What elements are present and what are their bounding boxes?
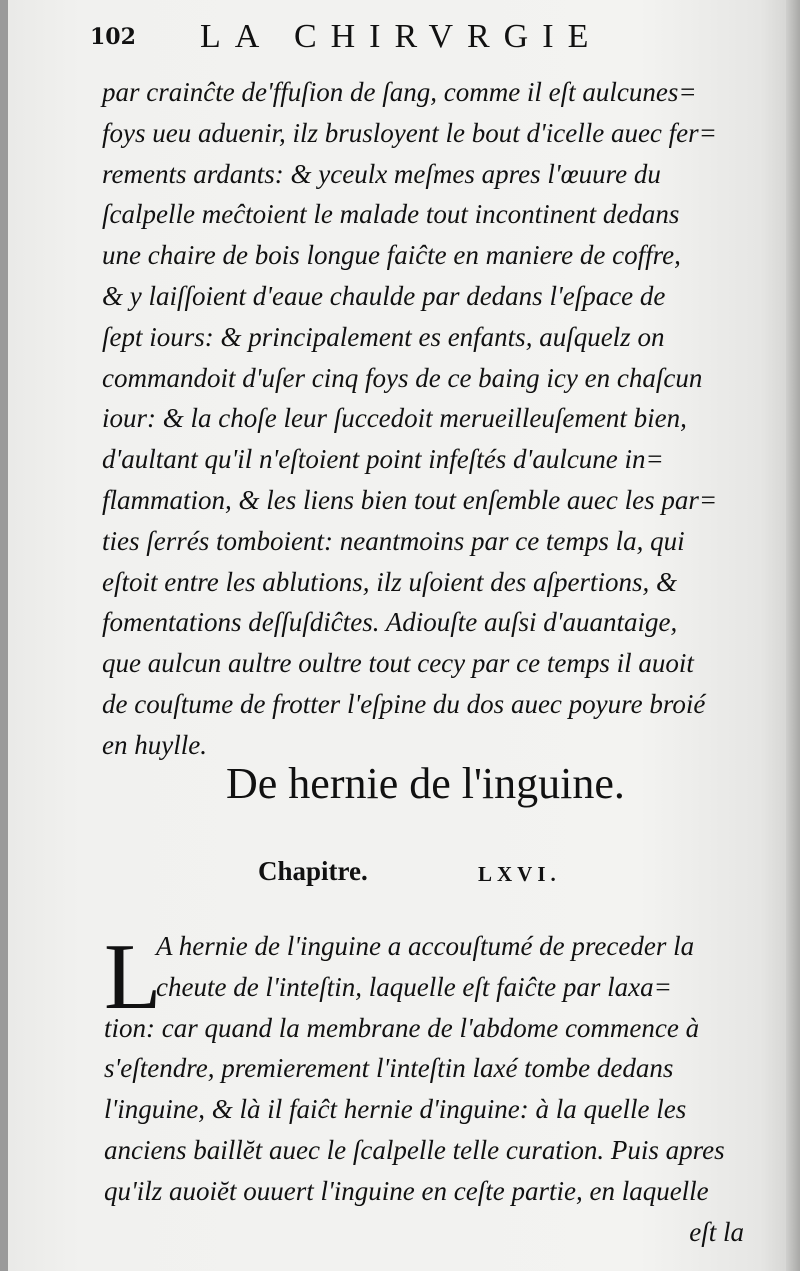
chapter-line: cheute de l'inteſtin, laquelle eſt faiĉte par laxa= — [156, 971, 672, 1002]
body-line: fomentations deſſuſdiĉtes. Adiouſte auſsi d'auantaige, — [102, 607, 678, 638]
body-line: d'aultant qu'il n'eſtoient point infeſtés d'aulcune in= — [102, 444, 664, 475]
chapter-line: s'eſtendre, premierement l'inteſtin laxé tombe dedans — [104, 1053, 674, 1084]
chapter-line: qu'ilz auoiĕt ouuert l'inguine en ceſte partie, en laquelle — [104, 1175, 709, 1206]
body-line: de couſtume de frotter l'eſpine du dos auec poyure broié — [102, 688, 706, 719]
chapter-text — [104, 926, 754, 1252]
body-line: & y laiſſoient d'eaue chaulde par dedans l'eſpace de — [102, 280, 666, 311]
chapter-label: Chapitre. — [258, 856, 368, 886]
chapter-number: LXVI. — [478, 862, 561, 886]
page-edge-shadow — [786, 0, 800, 1271]
page-gutter-shadow — [0, 0, 8, 1271]
body-line: rements ardants: & yceulx meſmes apres l'œuure du — [102, 158, 661, 189]
chapter-line: A hernie de l'inguine a accouſtumé de preceder la — [156, 931, 695, 961]
body-line: flammation, & les liens bien tout enſemble auec les par= — [102, 484, 718, 515]
body-line: par crainĉte de'ffuſion de ſang, comme il eſt aulcunes= — [102, 77, 697, 107]
drop-cap: L — [104, 925, 162, 1029]
page-number: 102 — [90, 24, 136, 50]
page-header — [90, 18, 710, 58]
body-line: que aulcun aultre oultre tout cecy par ce temps il auoit — [102, 648, 694, 679]
body-line: ſept iours: & principalement es enfants, auſquelz on — [102, 321, 665, 352]
body-text — [102, 72, 754, 766]
running-title: LA CHIRVRGIE — [200, 18, 603, 55]
body-line: en huylle. — [102, 729, 207, 760]
body-line: ſcalpelle meĉtoient le malade tout incontinent dedans — [102, 199, 680, 230]
body-line: une chaire de bois longue faiĉte en maniere de coffre, — [102, 240, 681, 271]
body-line: foys ueu aduenir, ilz brusloyent le bout d'icelle auec fer= — [102, 117, 717, 148]
body-line: eſtoit entre les ablutions, ilz uſoient des aſpertions, & — [102, 566, 677, 597]
body-line: iour: & la choſe leur ſuccedoit merueilleuſement bien, — [102, 403, 687, 434]
body-line: ties ſerrés tomboient: neantmoins par ce temps la, qui — [102, 525, 685, 556]
chapter-line: anciens baillĕt auec le ſcalpelle telle curation. Puis apres — [104, 1134, 725, 1165]
body-line: commandoit d'uſer cinq foys de ce baing icy en chaſcun — [102, 362, 703, 393]
chapter-line: eſt la — [689, 1216, 744, 1247]
chapter-line: l'inguine, & là il faiĉt hernie d'inguine: à la quelle les — [104, 1094, 687, 1125]
section-heading: De hernie de l'inguine. — [226, 759, 625, 808]
chapter-line: tion: car quand la membrane de l'abdome commence à — [104, 1012, 700, 1043]
